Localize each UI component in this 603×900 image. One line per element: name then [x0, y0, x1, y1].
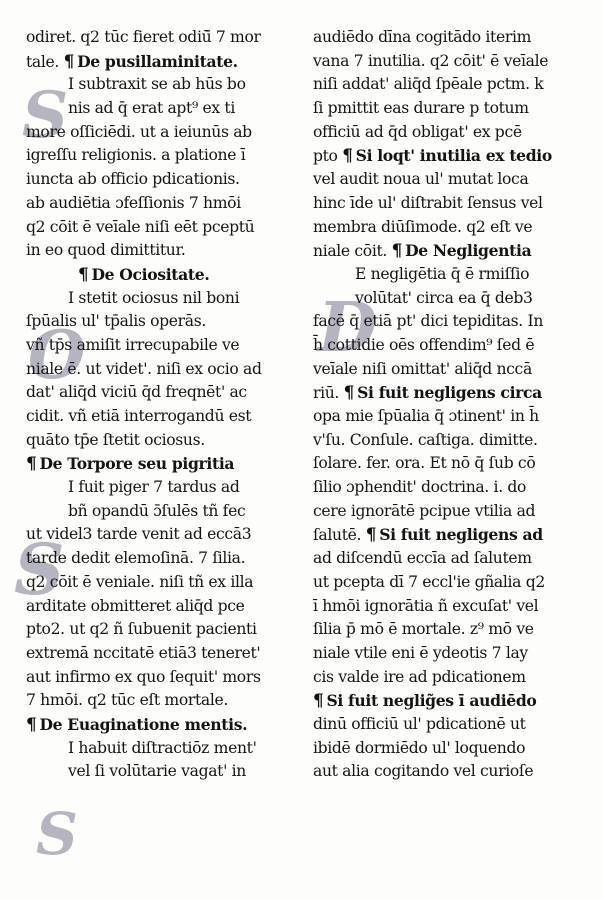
line-text: ſpūalis ul' tp̄alis operās. — [26, 312, 206, 331]
text-line — [313, 760, 581, 784]
text-line — [26, 26, 288, 50]
line-text: vñ tp̄s amiſit irrecupabile ve — [26, 335, 240, 354]
text-line — [313, 476, 581, 500]
decorated-initial-s2: S — [14, 528, 65, 611]
text-line — [313, 239, 581, 263]
text-line — [313, 713, 581, 737]
line-text: facē q̄ etiā pt' dici tepiditas. In — [313, 312, 544, 331]
line-text: ſi pmittit eas durare p totum — [313, 99, 529, 118]
line-text: ſilio ɔphendit' doctrina. i. do — [313, 478, 527, 497]
text-line — [313, 97, 581, 121]
line-text: quāto tp̄e ſtetit ociosus. — [26, 430, 205, 449]
pilcrow-icon: ¶ — [26, 714, 37, 735]
pilcrow-icon: ¶ — [26, 454, 37, 475]
line-text: I stetit ociosus nil boni — [68, 288, 240, 307]
text-line — [26, 689, 288, 713]
line-text: ſilia p̄ mō ē mortale. z⁹ mō ve — [313, 620, 534, 639]
pilcrow-icon: ¶ — [365, 525, 377, 546]
line-text: vel ſi volūtarie vagat' in — [68, 762, 246, 781]
text-line — [26, 144, 288, 168]
line-text: aut infirmo ex quo ſequit' mors — [26, 667, 261, 686]
text-line — [313, 144, 581, 168]
pilcrow-icon: ¶ — [391, 241, 403, 262]
line-text: v'ſu. Conſule. caſtiga. dimitte. — [313, 430, 538, 449]
line-text: ad diſcendū eccīa ad ſalutem — [313, 549, 532, 568]
pilcrow-icon: ¶ — [343, 383, 355, 404]
line-text: cere ignorātē pcipue vtilia ad — [313, 501, 536, 520]
text-line — [26, 310, 288, 334]
line-text: officiū ad q̄d obligat' ex pcē — [313, 122, 522, 141]
line-text: cis valde ire ad pdicationem — [313, 667, 526, 686]
section-heading: Si fuit negligens ad — [379, 525, 543, 545]
text-line — [26, 500, 288, 524]
text-line — [26, 216, 288, 240]
text-line — [26, 642, 288, 666]
text-line — [313, 216, 581, 240]
text-line — [313, 263, 581, 287]
text-line — [313, 310, 581, 334]
text-line — [313, 737, 581, 761]
line-text: igreſſu religionis. a platione ī — [26, 146, 246, 165]
line-text: cidit. vñ etiā interrogandū est — [26, 407, 252, 425]
line-text: 7 hmōi. q2 tūc eſt mortale. — [26, 691, 228, 710]
text-line — [26, 666, 288, 690]
line-text: ſolare. fer. ora. Et nō q̄ ſub cō — [313, 454, 536, 473]
text-line — [26, 618, 288, 642]
line-text: ibidē dormiēdo ul' loquendo — [313, 738, 526, 757]
line-text: ut videl3 tarde venit ad eccā3 — [26, 525, 252, 544]
line-text: more oſſiciēdi. ut a ieiunūs ab — [26, 122, 252, 141]
text-line — [26, 97, 288, 121]
section-heading: De Euaginatione mentis. — [39, 714, 248, 734]
text-line — [313, 334, 581, 358]
line-text: membra diūſimode. q2 eſt ve — [313, 217, 533, 236]
text-line — [313, 381, 581, 405]
line-text: tarde dedit elemoſinā. 7 ſilia. — [26, 549, 246, 568]
text-line — [313, 429, 581, 453]
text-line — [313, 523, 581, 547]
line-text: h̄ cottidie oēs offendim⁹ ſed ē — [313, 335, 535, 354]
text-line — [26, 334, 288, 358]
text-line — [313, 595, 581, 619]
text-line — [26, 405, 288, 429]
decorated-initial-s: S — [22, 78, 69, 153]
text-line — [26, 73, 288, 97]
line-text: dat' aliq̄d viciū q̄d freqnēt' ac — [26, 383, 247, 402]
line-text: nis ad q̄ erat apt⁹ ex ti — [68, 99, 235, 118]
text-line — [313, 26, 581, 50]
text-line — [313, 500, 581, 524]
text-line — [26, 476, 288, 500]
line-text: odiret. q2 tūc fieret odiū̄ 7 mor — [26, 28, 261, 46]
text-line — [313, 547, 581, 571]
line-text: q2 cōit ē veīale niſi eēt pceptū — [26, 217, 255, 236]
line-text: ſalutē. — [313, 526, 362, 545]
line-text: extremā nccitatē etiā3 teneret' — [26, 643, 261, 662]
section-heading: Si fuit neglig̃es ī audiēdo — [326, 691, 537, 711]
line-text: veīale niſi omittat' aliq̄d nccā — [313, 359, 532, 378]
text-line — [26, 452, 288, 476]
line-text: niale ē. ut videt'. niſi ex ocio ad — [26, 359, 262, 378]
text-line — [313, 50, 581, 74]
left-column — [26, 26, 288, 784]
line-text: arditate obmitteret aliq̄d pce — [26, 596, 245, 615]
line-text: bñ opandū ɔ̄ſulēs tñ fec — [68, 501, 246, 520]
text-line — [26, 287, 288, 311]
pilcrow-icon: ¶ — [63, 51, 75, 72]
text-line — [26, 737, 288, 761]
line-text: ut pcepta dī 7 eccl'ie gñalia q2 — [313, 572, 545, 591]
text-line — [26, 429, 288, 453]
text-line — [313, 405, 581, 429]
line-text: tale. — [26, 52, 59, 71]
text-line — [313, 121, 581, 145]
line-text: hinc īde ul' diſtrabit ſensus vel — [313, 193, 543, 212]
text-line — [26, 547, 288, 571]
text-line — [313, 571, 581, 595]
line-text: audiēdo dīna cogitādo iterim — [313, 28, 532, 46]
line-text: I fuit piger 7 tardus ad — [68, 478, 240, 497]
section-heading: De Ociositate. — [91, 264, 210, 284]
line-text: volūtat' circa ea q̄ deb3 — [355, 288, 533, 307]
line-text: iuncta ab officio pdicationis. — [26, 170, 240, 189]
text-line — [313, 666, 581, 690]
line-text: niale cōit. — [313, 242, 387, 261]
text-line — [26, 50, 288, 74]
text-line — [26, 571, 288, 595]
line-text: I subtraxit se ab hūs bo — [68, 75, 246, 94]
text-line — [313, 358, 581, 382]
line-text: opa mie ſpūalia q̄ ɔtinent' in h̄ — [313, 407, 539, 425]
line-text: q2 cōit ē veniale. niſi tñ ex illa — [26, 572, 254, 591]
pilcrow-icon: ¶ — [313, 691, 324, 712]
right-column — [313, 26, 581, 784]
text-line — [26, 239, 288, 263]
text-line — [26, 760, 288, 784]
line-text: pto2. ut q2 ñ ſubuenit pacienti — [26, 620, 257, 639]
text-line — [313, 618, 581, 642]
pilcrow-icon: ¶ — [342, 146, 353, 167]
line-text: riū. — [313, 384, 340, 403]
text-line — [26, 381, 288, 405]
text-line — [313, 287, 581, 311]
line-text: E negligētia q̄ ē rmiſſio — [355, 264, 530, 283]
text-line — [26, 121, 288, 145]
line-text: in eo quod dimittitur. — [26, 241, 186, 260]
line-text: niſi addat' aliq̄d ſpēale pctm. k — [313, 75, 544, 94]
section-heading: De Negligentia — [405, 241, 532, 261]
text-line — [26, 358, 288, 382]
line-text: dinū officiū ul' pdicationē ut — [313, 714, 526, 733]
text-line — [313, 73, 581, 97]
line-text: niale vtile eni ē ydeotis 7 lay — [313, 643, 528, 662]
section-heading: De pusillaminitate. — [77, 51, 238, 71]
text-line — [313, 642, 581, 666]
text-line — [26, 192, 288, 216]
text-line — [26, 713, 288, 737]
text-line — [26, 168, 288, 192]
section-heading: Si fuit negligens circa — [357, 383, 542, 403]
text-line — [26, 263, 288, 287]
decorated-initial-d: D — [318, 288, 377, 368]
line-text: ab audiētia ɔfeſſionis 7 hmōi — [26, 193, 241, 212]
text-line — [26, 523, 288, 547]
text-line — [313, 192, 581, 216]
line-text: pto — [313, 147, 338, 166]
text-line — [313, 689, 581, 713]
text-line — [26, 595, 288, 619]
line-text: vel audit noua ul' mutat loca — [313, 170, 529, 189]
text-line — [313, 452, 581, 476]
line-text: aut alia cogitando vel curioſe — [313, 762, 534, 781]
text-line — [313, 168, 581, 192]
section-heading: De Torpore seu pigritia — [39, 454, 235, 474]
section-heading: Si loqt' inutilia ex tedio — [355, 146, 552, 166]
decorated-initial-o: O — [28, 316, 86, 394]
line-text: ī hmōi ignorātia ñ excuſat' vel — [313, 596, 539, 615]
line-text: vana 7 inutilia. q2 cōit' ē veīale — [313, 51, 549, 70]
pilcrow-icon: ¶ — [78, 264, 89, 285]
line-text: I habuit diſtractiōz ment' — [68, 738, 257, 757]
decorated-initial-s3: S — [36, 800, 78, 868]
